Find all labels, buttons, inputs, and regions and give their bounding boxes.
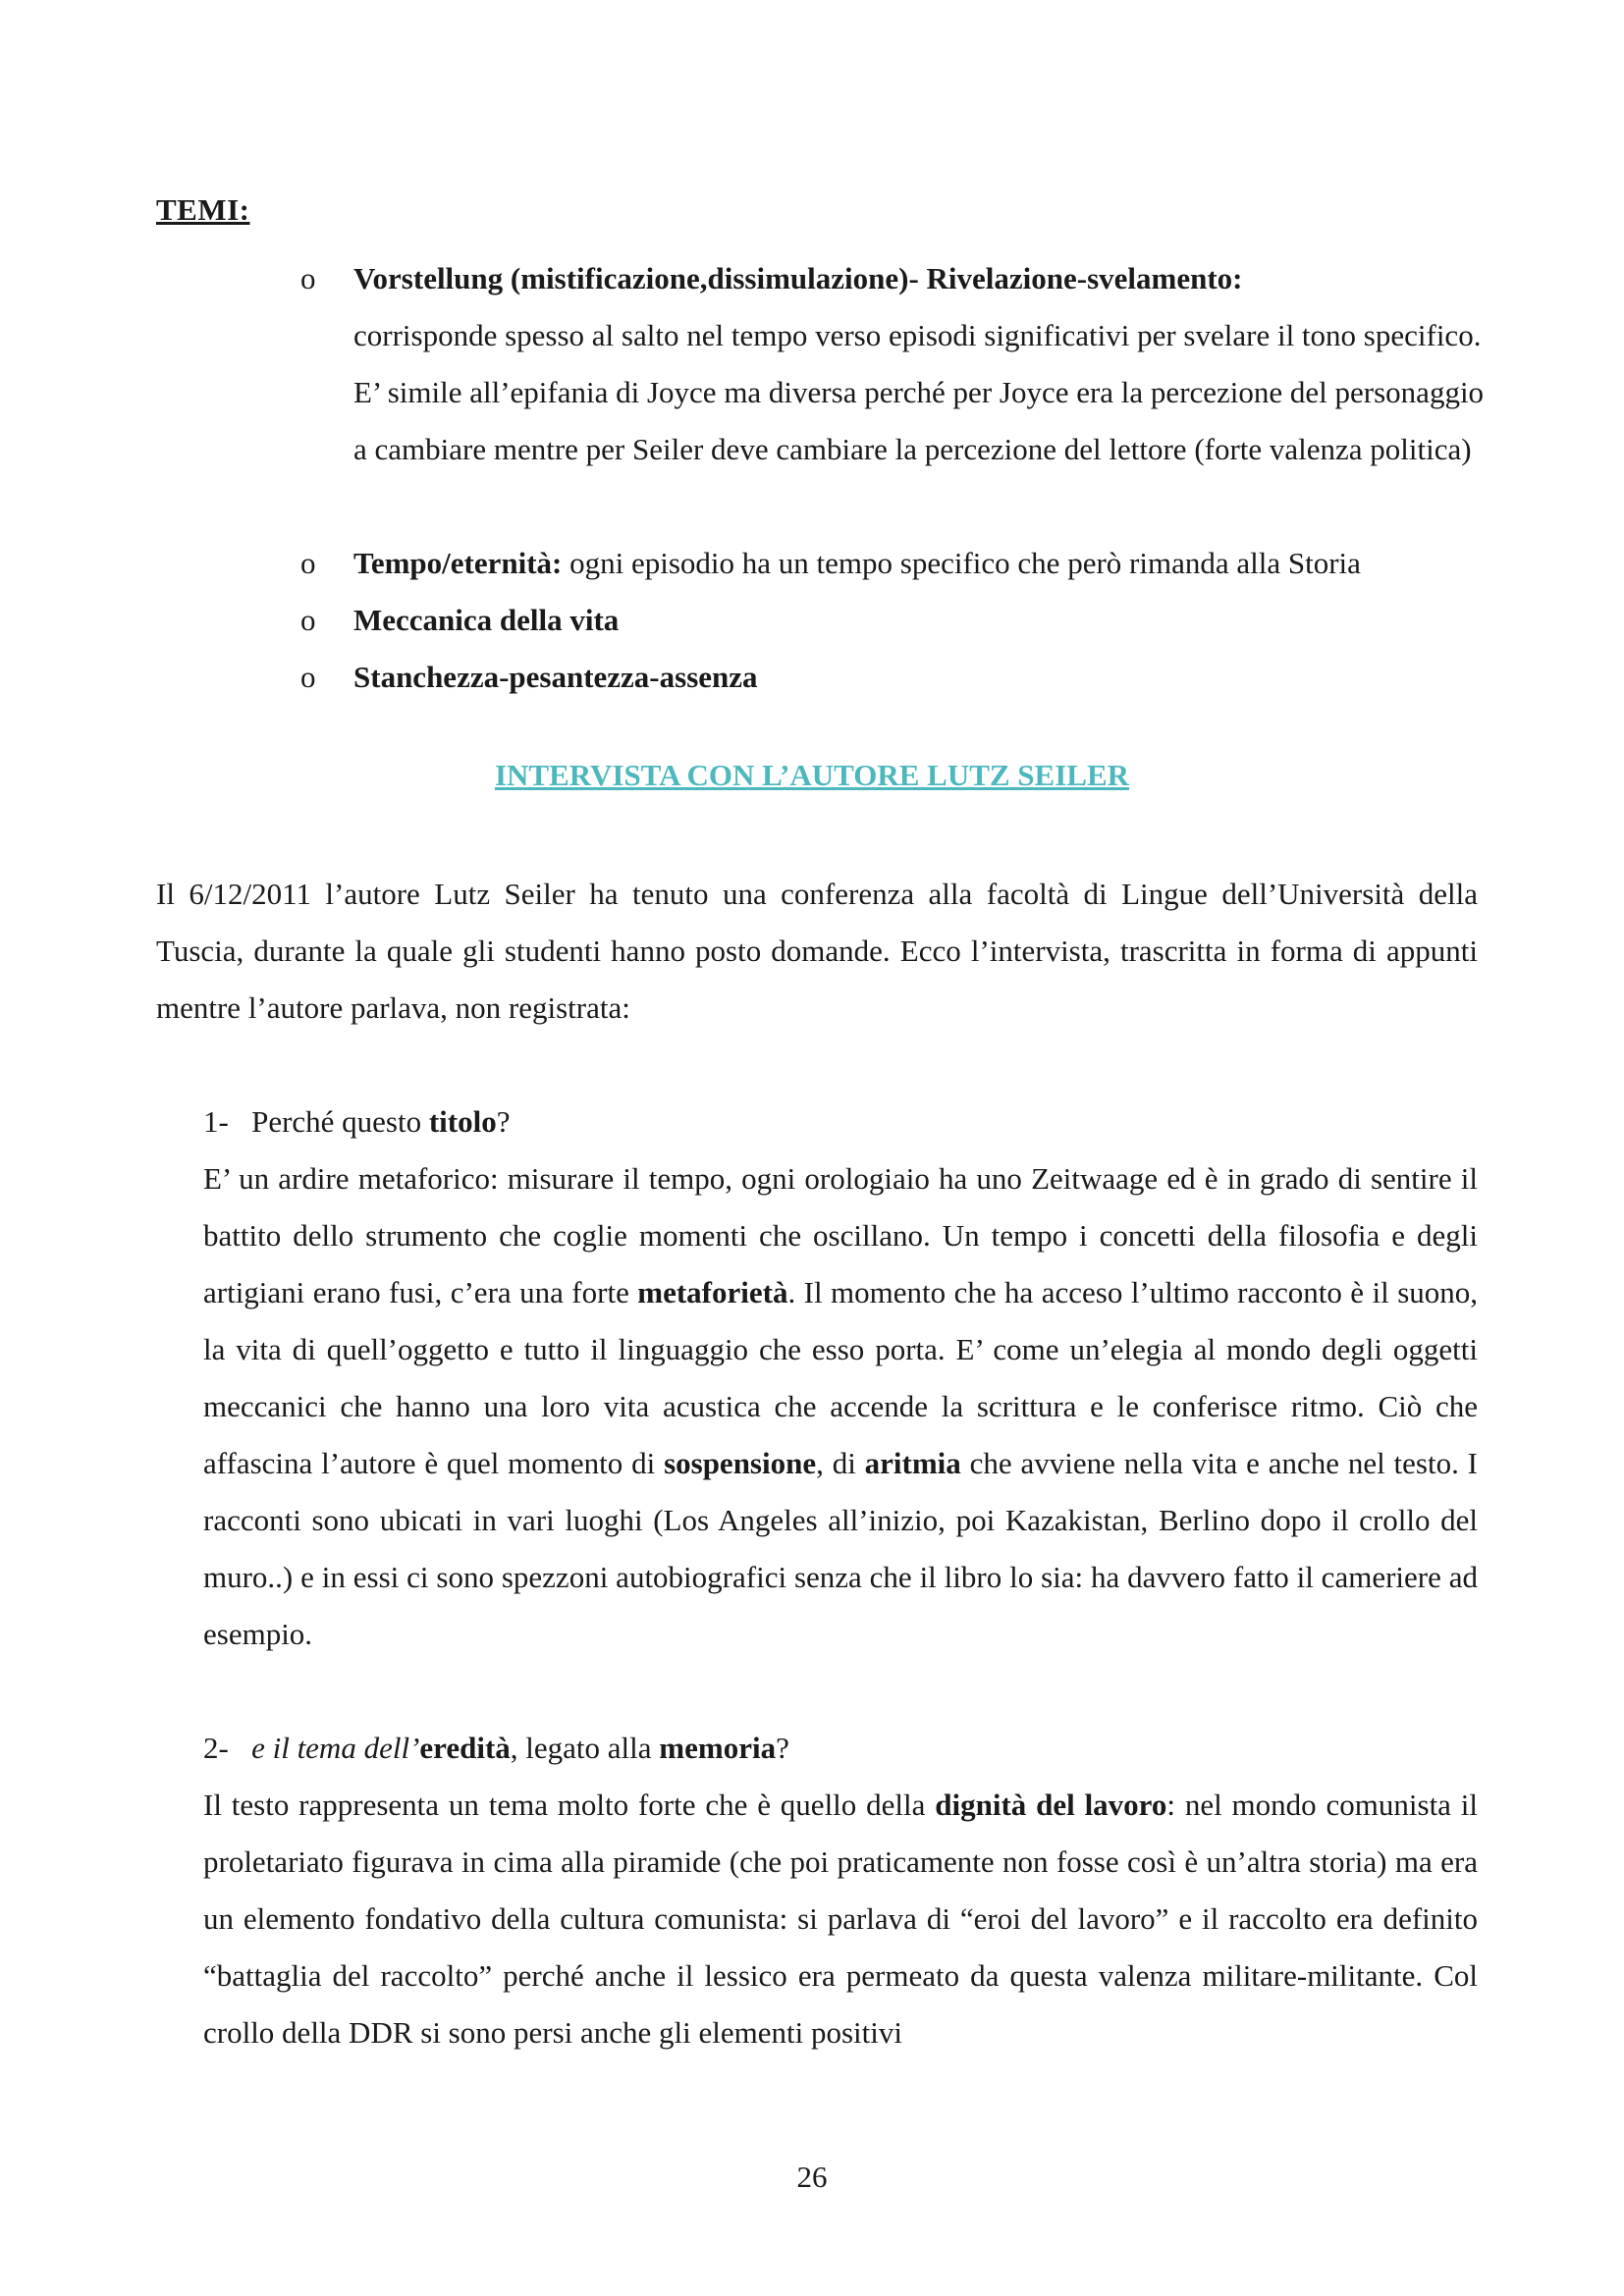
answer-text: E’ un ardire metaforico: misurare il tempo, ogni orologiaio ha uno Zeitwaage ed è in grado di sentire il battito dello strumento che coglie momenti che oscillano. Un tempo i concetti della filosofia e degli artigiani erano fusi, c’era una forte <box>203 1161 1478 1309</box>
answer-text: , di <box>816 1446 865 1480</box>
question-text: , legato alla <box>510 1731 660 1765</box>
answer-text: che avviene nella vita e anche nel testo. I racconti sono ubicati in vari luoghi (Los Angeles all’inizio, poi Kazakistan, Berlino dopo il crollo del muro..) e in essi ci sono spezzoni autobiografici senza che il libro lo sia: ha davvero fatto il cameriere ad esempio. <box>203 1446 1478 1651</box>
answer-text: : nel mondo comunista il proletariato figurava in cima alla piramide (che poi praticamente non fosse così è un’altra storia) ma era un elemento fondativo della cultura comunista: si parlava di “eroi del lavoro” e il raccolto era definito “battaglia del raccolto” perché anche il lessico era permeato da questa valenza militare-militante. Col crollo della DDR si sono persi anche gli elementi positivi <box>203 1788 1479 2050</box>
answer-keyword: sospensione <box>664 1446 817 1480</box>
theme-term: Meccanica della vita <box>353 603 620 637</box>
question-suffix: ? <box>776 1731 789 1765</box>
list-item <box>353 592 1492 649</box>
question-2 <box>203 1720 789 1777</box>
theme-term: Vorstellung (mistificazione,dissimulazione)- Rivelazione-svelamento: <box>353 261 1243 295</box>
theme-term: Stanchezza-pesantezza-assenza <box>353 660 758 694</box>
answer-2 <box>203 1777 1478 2061</box>
question-text: Perché questo <box>251 1104 429 1139</box>
intro-paragraph: Il 6/12/2011 l’autore Lutz Seiler ha tenuto una conferenza alla facoltà di Lingue dell’Università della Tuscia, durante la quale gli studenti hanno posto domande. Ecco l’intervista, trascritta in forma di appunti mentre l’autore parlava, non registrata: <box>156 877 1478 1025</box>
section-title: INTERVISTA CON L’AUTORE LUTZ SEILER <box>494 758 1130 792</box>
question-keyword: eredità <box>419 1731 511 1765</box>
bullet-marker: o <box>300 546 316 580</box>
answer-keyword: metaforietà <box>637 1275 788 1309</box>
page-number: 26 <box>796 2160 828 2194</box>
list-item <box>353 649 1492 706</box>
list-item <box>353 250 1492 478</box>
theme-term: Tempo/eternità: <box>353 546 563 580</box>
list-item <box>353 535 1492 592</box>
answer-text: . Il momento che ha acceso l’ultimo racconto è il suono, la vita di quell’oggetto e tutto il linguaggio che esso porta. E’ come un’elegia al mondo degli oggetti meccanici che hanno una loro vita acustica che accende la scrittura e le conferisce ritmo. Ciò che affascina l’autore è quel momento di <box>203 1275 1479 1480</box>
question-keyword: memoria <box>659 1731 777 1765</box>
question-text: e il tema dell’ <box>251 1731 420 1765</box>
answer-1 <box>203 1150 1478 1663</box>
bullet-marker: o <box>300 261 316 295</box>
answer-text: Il testo rappresenta un tema molto forte che è quello della <box>203 1788 936 1822</box>
bullet-marker: o <box>300 660 316 694</box>
question-suffix: ? <box>496 1104 511 1139</box>
theme-description: corrisponde spesso al salto nel tempo verso episodi significativi per svelare il tono specifico. E’ simile all’epifania di Joyce ma diversa perché per Joyce era la percezione del personaggio a cambiare mentre per Seiler deve cambiare la percezione del lettore (forte valenza politica) <box>353 318 1485 466</box>
bullet-marker: o <box>300 603 316 637</box>
question-keyword: titolo <box>428 1104 497 1139</box>
question-1 <box>203 1094 511 1150</box>
themes-heading: TEMI: <box>156 192 250 227</box>
question-number: 1- <box>203 1104 229 1139</box>
answer-keyword: dignità del lavoro <box>935 1788 1167 1822</box>
question-number: 2- <box>203 1731 229 1765</box>
answer-keyword: aritmia <box>864 1446 961 1480</box>
theme-description: ogni episodio ha un tempo specifico che però rimanda alla Storia <box>569 546 1361 580</box>
